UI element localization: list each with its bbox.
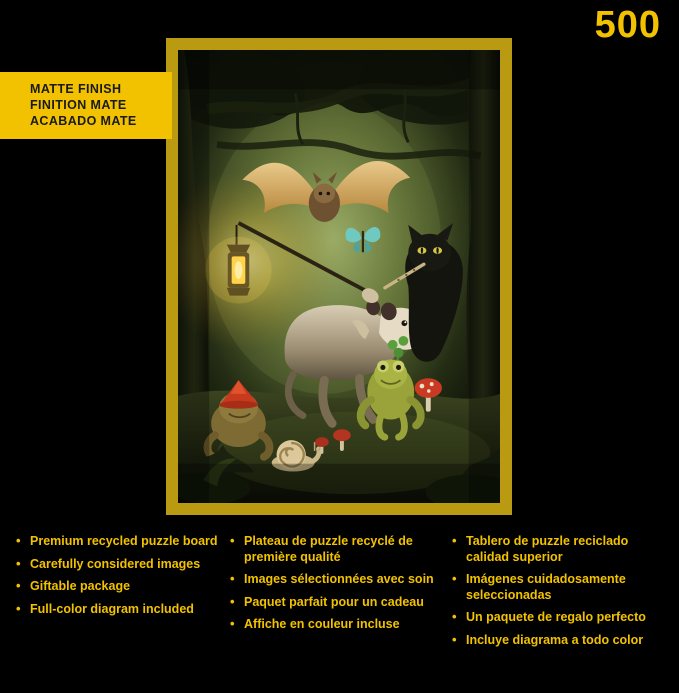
feature-item: • Tablero de puzzle reciclado calidad superior <box>450 534 658 565</box>
feature-item: • Premium recycled puzzle board <box>14 534 222 550</box>
feature-column-spanish <box>450 534 658 655</box>
feature-column-english <box>14 534 222 655</box>
feature-column-french <box>228 534 444 655</box>
feature-item: • Incluye diagrama a todo color <box>450 633 658 649</box>
matte-finish-badge <box>0 72 172 139</box>
feature-item: • Paquet parfait pour un cadeau <box>228 595 444 611</box>
feature-item: • Full-color diagram included <box>14 602 222 618</box>
matte-finish-line-en: MATTE FINISH <box>30 82 122 96</box>
feature-item: • Giftable package <box>14 579 222 595</box>
matte-finish-line-fr: FINITION MATE <box>30 98 127 112</box>
feature-item: • Images sélectionnées avec soin <box>228 572 444 588</box>
feature-item: • Affiche en couleur incluse <box>228 617 444 633</box>
artwork-illustration <box>178 50 500 503</box>
feature-item: • Imágenes cuidadosamente seleccionadas <box>450 572 658 603</box>
feature-item: • Un paquete de regalo perfecto <box>450 610 658 626</box>
feature-list <box>14 534 666 655</box>
matte-finish-line-es: ACABADO MATE <box>30 114 137 128</box>
artwork-image <box>178 50 500 503</box>
feature-item: • Carefully considered images <box>14 557 222 573</box>
artwork-frame <box>166 38 512 515</box>
feature-item: • Plateau de puzzle recyclé de première qualité <box>228 534 444 565</box>
piece-count-label: 500 <box>594 4 661 46</box>
